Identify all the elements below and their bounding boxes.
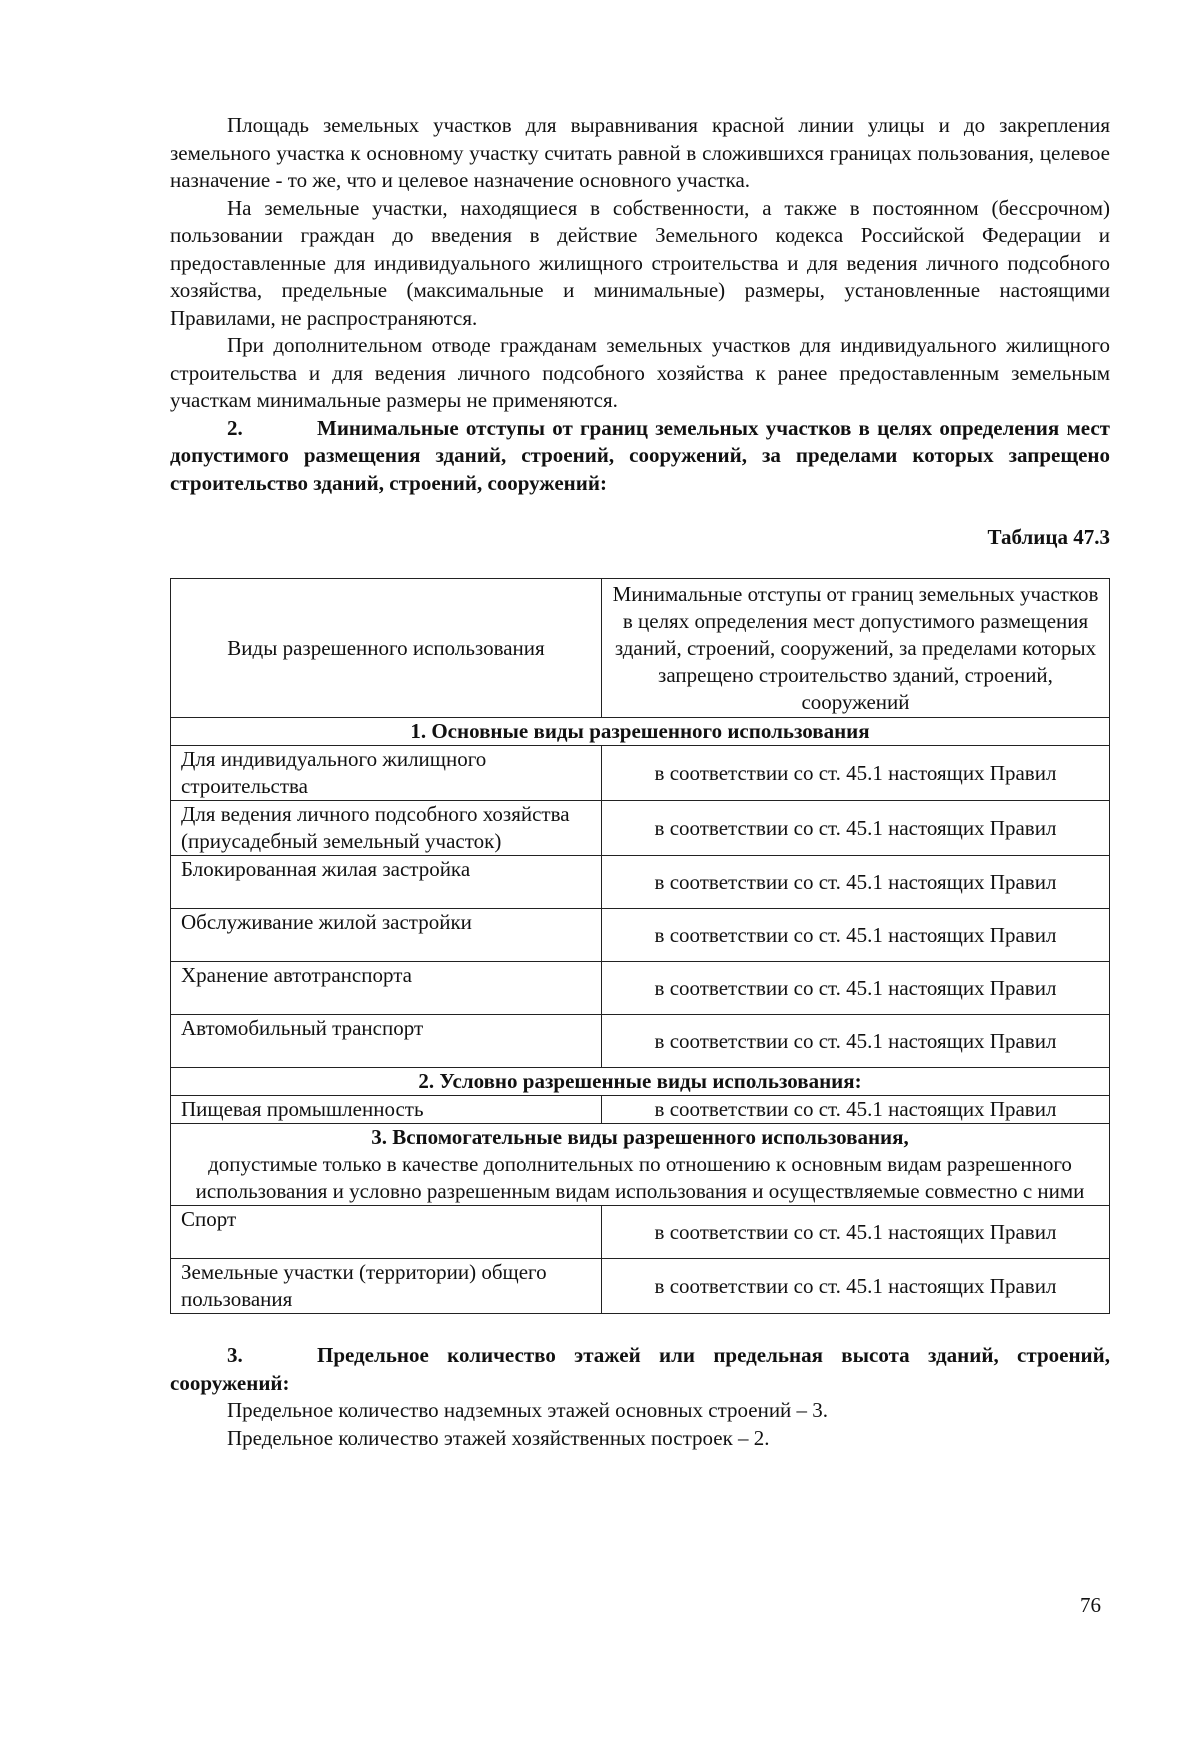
header-col-setbacks: Минимальные отступы от границ земельных участков в целях определения мест допустимого размещения зданий, строений, сооружений, за пределами которых запрещено строительство зданий, строений, сооружений	[602, 579, 1110, 718]
page-number: 76	[1080, 1593, 1101, 1617]
row-usage-name: Пищевая промышленность	[171, 1096, 602, 1124]
row-setback-value: в соответствии со ст. 45.1 настоящих Правил	[602, 801, 1110, 856]
row-setback-value: в соответствии со ст. 45.1 настоящих Правил	[602, 746, 1110, 801]
table-row	[171, 1259, 1110, 1314]
group-3-title-cell	[171, 1124, 1110, 1206]
group-3-title-row	[171, 1124, 1110, 1206]
table-caption: Таблица 47.3	[987, 525, 1110, 549]
row-setback-value: в соответствии со ст. 45.1 настоящих Правил	[602, 1015, 1110, 1068]
row-setback-value: в соответствии со ст. 45.1 настоящих Правил	[602, 909, 1110, 962]
section-2-heading	[170, 415, 1110, 498]
section-3-line-2: Предельное количество этажей хозяйственных построек – 2.	[227, 1425, 770, 1450]
section-2-heading-text: Минимальные отступы от границ земельных участков в целях определения мест допустимого размещения зданий, строений, сооружений, за пределами которых запрещено строительство зданий, строений, сооружений:	[170, 415, 1110, 495]
row-setback-value: в соответствии со ст. 45.1 настоящих Правил	[602, 1206, 1110, 1259]
header-col-usage: Виды разрешенного использования	[171, 579, 602, 718]
intro-paragraph-1: Площадь земельных участков для выравнивания красной линии улицы и до закрепления земельного участка к основному участку считать равной в сложившихся границах пользования, целевое назначение - то же, что и целевое назначение основного участка.	[170, 113, 1110, 192]
section-3-heading	[170, 1342, 1110, 1397]
row-setback-value: в соответствии со ст. 45.1 настоящих Правил	[602, 856, 1110, 909]
group-2-title-row	[171, 1068, 1110, 1096]
section-3	[170, 1342, 1110, 1452]
group-1-title: 1. Основные виды разрешенного использования	[171, 718, 1110, 746]
document-page	[170, 112, 1110, 1452]
group-1-title-row	[171, 718, 1110, 746]
table-row	[171, 1096, 1110, 1124]
table-row	[171, 801, 1110, 856]
table-row	[171, 909, 1110, 962]
table-row	[171, 1015, 1110, 1068]
row-usage-name: Обслуживание жилой застройки	[171, 909, 602, 962]
row-usage-name: Земельные участки (территории) общего пользования	[171, 1259, 602, 1314]
table-header-row	[171, 579, 1110, 718]
row-usage-name: Для индивидуального жилищного строительства	[171, 746, 602, 801]
setbacks-table	[170, 578, 1110, 1314]
row-usage-name: Хранение автотранспорта	[171, 962, 602, 1015]
row-usage-name: Спорт	[171, 1206, 602, 1259]
row-setback-value: в соответствии со ст. 45.1 настоящих Правил	[602, 1096, 1110, 1124]
section-3-line-1: Предельное количество надземных этажей основных строений – 3.	[227, 1398, 829, 1422]
intro-paragraph-2: На земельные участки, находящиеся в собственности, а также в постоянном (бессрочном) пользовании граждан до введения в действие Земельного кодекса Российской Федерации и предоставленные для индивидуального жилищного строительства и для ведения личного подсобного хозяйства, предельные (максимальные и минимальные) размеры, установленные настоящими Правилами, не распространяются.	[170, 195, 1110, 330]
row-usage-name: Автомобильный транспорт	[171, 1015, 602, 1068]
table-row	[171, 856, 1110, 909]
table-row	[171, 962, 1110, 1015]
group-2-title: 2. Условно разрешенные виды использования:	[171, 1068, 1110, 1096]
group-3-subtitle: допустимые только в качестве дополнительных по отношению к основным видам разрешенного использования и условно разрешенным видам использования и осуществляемые совместно с ними	[195, 1152, 1085, 1203]
table-row	[171, 746, 1110, 801]
section-3-number: 3.	[227, 1343, 243, 1367]
section-3-heading-text: Предельное количество этажей или предельная высота зданий, строений, сооружений:	[170, 1343, 1110, 1395]
row-usage-name: Блокированная жилая застройка	[171, 856, 602, 909]
table-row	[171, 1206, 1110, 1259]
row-setback-value: в соответствии со ст. 45.1 настоящих Правил	[602, 962, 1110, 1015]
intro-paragraph-3: При дополнительном отводе гражданам земельных участков для индивидуального жилищного строительства и для ведения личного подсобного хозяйства к ранее предоставленным земельным участкам минимальные размеры не применяются.	[170, 333, 1110, 412]
row-usage-name: Для ведения личного подсобного хозяйства (приусадебный земельный участок)	[171, 801, 602, 856]
section-2-number: 2.	[227, 415, 243, 440]
row-setback-value: в соответствии со ст. 45.1 настоящих Правил	[602, 1259, 1110, 1314]
group-3-title: 3. Вспомогательные виды разрешенного использования,	[371, 1125, 909, 1149]
